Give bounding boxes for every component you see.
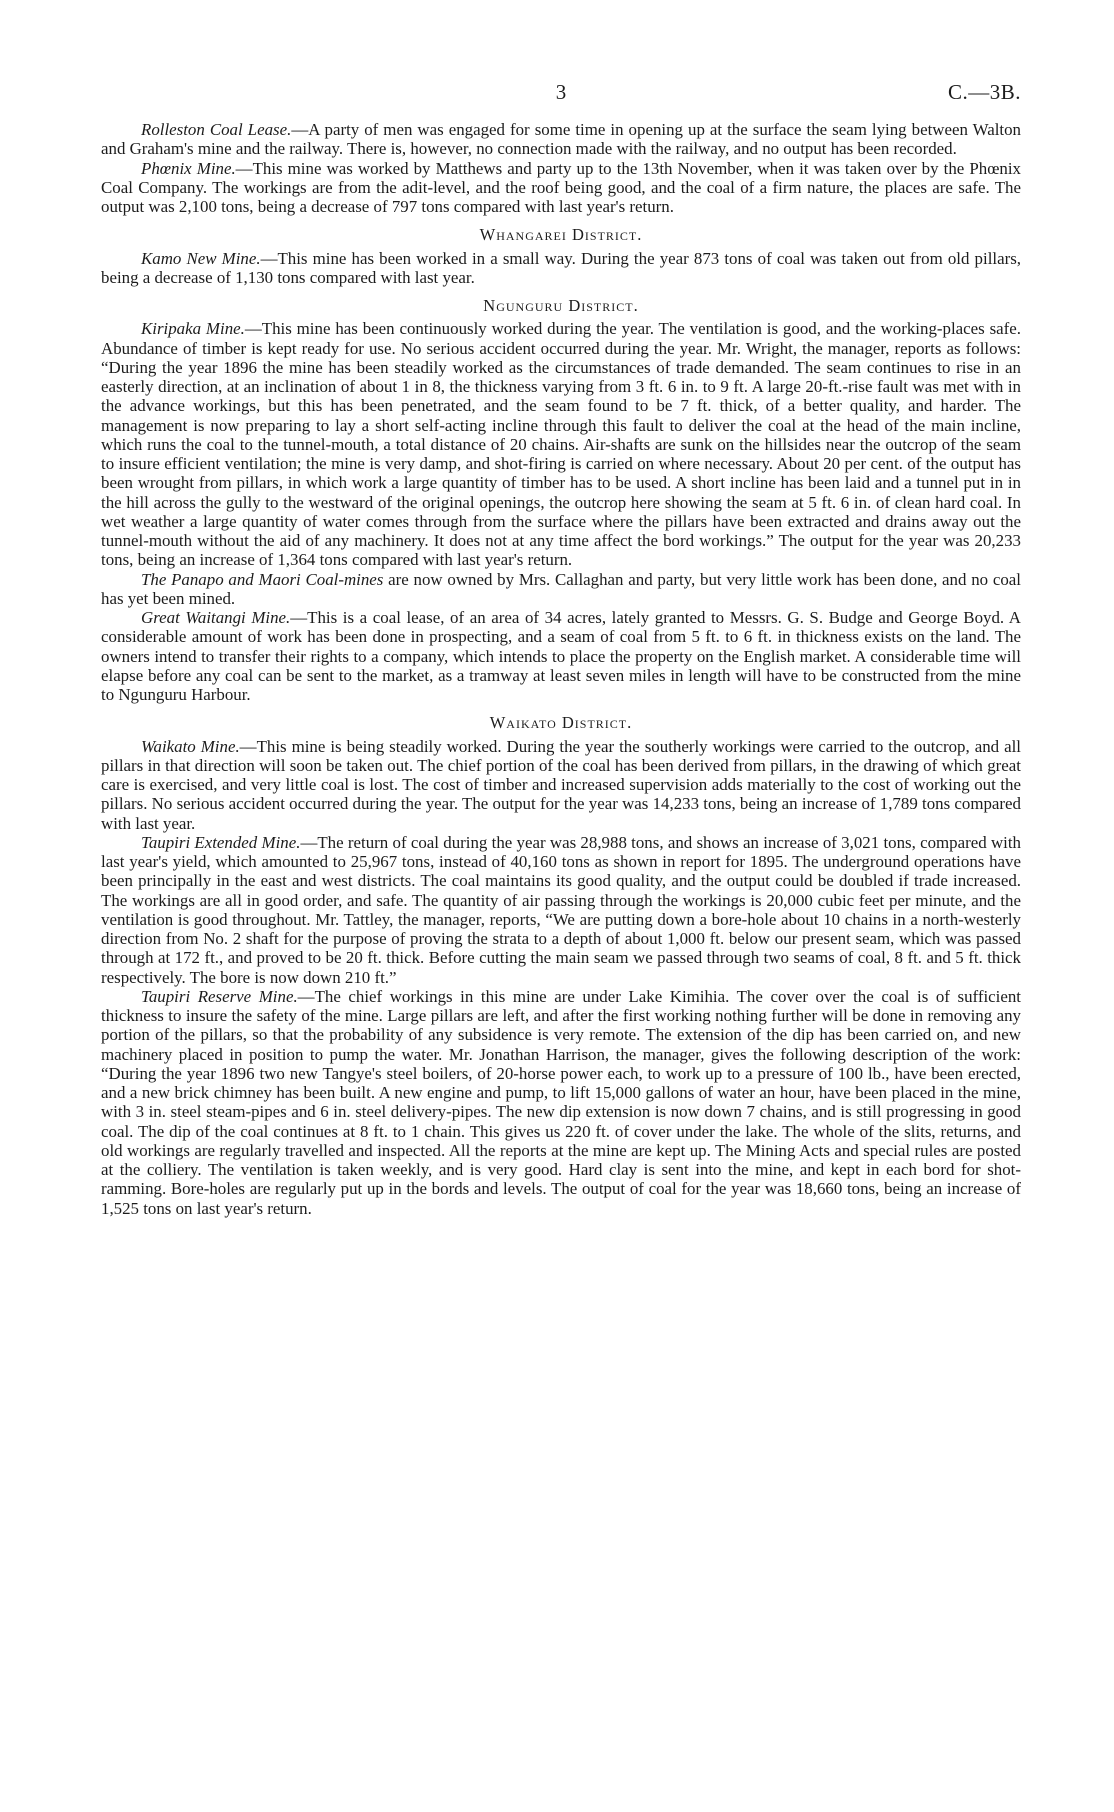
paragraph-lead: Kiripaka Mine. — [141, 319, 245, 339]
paragraph-lead: Great Waitangi Mine. — [141, 608, 291, 627]
page-header — [101, 80, 1021, 120]
paragraph-text: are now owned by Mrs. Callaghan and party, but very little work has been done, and no coal has yet been mined. — [101, 569, 1021, 608]
paragraph-lead: Taupiri Reserve Mine. — [141, 986, 298, 1006]
section-heading-waikato: Waikato District. — [489, 713, 633, 733]
paragraph-great-waitangi — [101, 608, 1021, 704]
paragraph-text: —A party of men was engaged for some time in opening up at the surface the seam lying between Walton and Graham's mine and the railway. There is, however, no connection made with the railway, and no output has been recorded. — [101, 120, 1021, 159]
section-heading-ngunguru: Ngunguru District. — [483, 296, 639, 315]
paragraph-lead: Rolleston Coal Lease. — [141, 120, 292, 139]
page-number: 3 — [555, 80, 567, 104]
paragraph-rolleston-coal-lease — [101, 120, 1021, 159]
paragraph-kiripaka-mine — [101, 319, 1021, 569]
section-heading-whangarei: Whangarei District. — [479, 225, 643, 245]
paragraph-lead: Waikato Mine. — [141, 736, 240, 756]
paragraph-lead: Phœnix Mine. — [141, 158, 236, 178]
paragraph-panapo-maori — [101, 570, 1021, 609]
paragraph-taupiri-reserve — [101, 987, 1021, 1218]
paragraph-phoenix-mine — [101, 159, 1021, 217]
paragraph-text: —This mine has been worked in a small way. During the year 873 tons of coal was taken out from old pillars, being a decrease of 1,130 tons compared with last year. — [101, 248, 1021, 287]
paragraph-text: —This is a coal lease, of an area of 34 acres, lately granted to Messrs. G. S. Budge and George Boyd. A considerable amount of work has been done in prospecting, and a seam of coal from 5 ft. to 6 ft. in thickness exists on the land. The owners intend to transfer their rights to a company, which intends to place the property on the English market. A considerable time will elapse before any coal can be sent to the market, as a tramway at least seven miles in length will have to be constructed from the mine to Ngunguru Harbour. — [101, 608, 1021, 704]
paragraph-text: —The return of coal during the year was 28,988 tons, and shows an increase of 3,021 tons, compared with last year's yield, which amounted to 25,967 tons, instead of 40,160 tons as shown in report for 1895. The underground operations have been principally in the east and west districts. The coal maintains its good quality, and the output could be doubled if trade increased. The workings are all in good order, and safe. The quantity of air passing through the workings is 20,000 cubic feet per minute, and the ventilation is good throughout. Mr. Tattley, the manager, reports, “We are putting down a bore-hole about 10 chains in a north-westerly direction from No. 2 shaft for the purpose of proving the strata to a depth of about 1,000 ft. below our present seam, which was passed through at 172 ft., and proved to be 20 ft. thick. Before cutting the main seam we passed through two seams of coal, 8 ft. and 5 ft. thick respectively. The bore is now down 210 ft.” — [101, 832, 1021, 987]
paragraph-text: —This mine has been continuously worked during the year. The ventilation is good, and the working-places safe. Abundance of timber is kept ready for use. No serious accident occurred during the year. Mr. Wright, the manager, reports as follows: “During the year 1896 the mine has been steadily worked as the circumstances of trade demanded. The seam continues to rise in an easterly direction, at an inclination of about 1 in 8, the thickness varying from 3 ft. 6 in. to 9 ft. A large 20-ft.-rise fault was met with in the advance workings, but this has been penetrated, and the seam found to be 7 ft. thick, of a better quality, and harder. The management is now preparing to lay a short self-acting incline through this fault to deliver the coal at the head of the main incline, which runs the coal to the tunnel-mouth, a total distance of 20 chains. Air-shafts are sunk on the hillsides near the outcrop of the seam to insure efficient ventilation; the mine is very damp, and shot-firing is carried on where necessary. About 20 per cent. of the output has been wrought from pillars, in which work a large quantity of timber has to be used. A short incline has been laid and a tunnel put in in the hill across the gully to the westward of the original openings, the outcrop here showing the seam at 5 ft. 6 in. of clean hard coal. In wet weather a large quantity of water comes through from the surface where the pillars have been extracted and drains away out the tunnel-mouth without the aid of any machinery. It does not at any time affect the bord workings.” The output for the year was 20,233 tons, being an increase of 1,364 tons compared with last year's return. — [101, 319, 1022, 570]
document-body — [101, 120, 1021, 1218]
paragraph-kamo-new-mine — [101, 249, 1021, 288]
paragraph-text: —This mine is being steadily worked. During the year the southerly workings were carried to the outcrop, and all pillars in that direction will soon be taken out. The chief portion of the coal has been derived from pillars, in the drawing of which great care is exercised, and very little coal is lost. The cost of timber and increased supervision adds materially to the cost of working out the pillars. No serious accident occurred during the year. The output for the year was 14,233 tons, being an increase of 1,789 tons compared with last year. — [101, 736, 1021, 833]
paragraph-taupiri-extended — [101, 833, 1021, 987]
paragraph-text: —The chief workings in this mine are under Lake Kimihia. The cover over the coal is of sufficient thickness to insure the safety of the mine. Large pillars are left, and after the first working nothing further will be done in removing any portion of the pillars, so that the probability of any subsidence is very remote. The extension of the dip has been carried on, and new machinery placed in position to pump the water. Mr. Jonathan Harrison, the manager, gives the following description of the work: “During the year 1896 two new Tangye's steel boilers, of 20-horse power each, to work up to a pressure of 100 lb., have been erected, and a new brick chimney has been built. A new engine and pump, to lift 15,000 gallons of water an hour, have been placed in the mine, with 3 in. steel steam-pipes and 6 in. steel delivery-pipes. The new dip extension is now down 7 chains, and is still progressing in good coal. The dip of the coal continues at 8 ft. to 1 chain. This gives us 220 ft. of cover under the lake. The whole of the slits, returns, and old workings are regularly travelled and inspected. All the reports at the mine are kept up. The Mining Acts and special rules are posted at the colliery. The ventilation is taken weekly, and is very good. Hard clay is sent into the mine, and kept in each bord for shot-ramming. Bore-holes are regularly put up in the bords and levels. The output of coal for the year was 18,660 tons, being an increase of 1,525 tons on last year's return. — [101, 986, 1021, 1218]
paragraph-lead: Kamo New Mine. — [141, 248, 261, 268]
paragraph-lead: The Panapo and Maori Coal-mines — [141, 569, 384, 589]
paragraph-waikato-mine — [101, 737, 1021, 833]
paragraph-lead: Taupiri Extended Mine. — [141, 832, 301, 852]
paragraph-text: —This mine was worked by Matthews and party up to the 13th November, when it was taken over by the Phœnix Coal Company. The workings are from the adit-level, and the roof being good, and the coal of a firm nature, the places are safe. The output was 2,100 tons, being a decrease of 797 tons compared with last year's return. — [101, 158, 1021, 216]
document-reference: C.—3B. — [947, 80, 1021, 104]
document-page — [101, 80, 1021, 1218]
